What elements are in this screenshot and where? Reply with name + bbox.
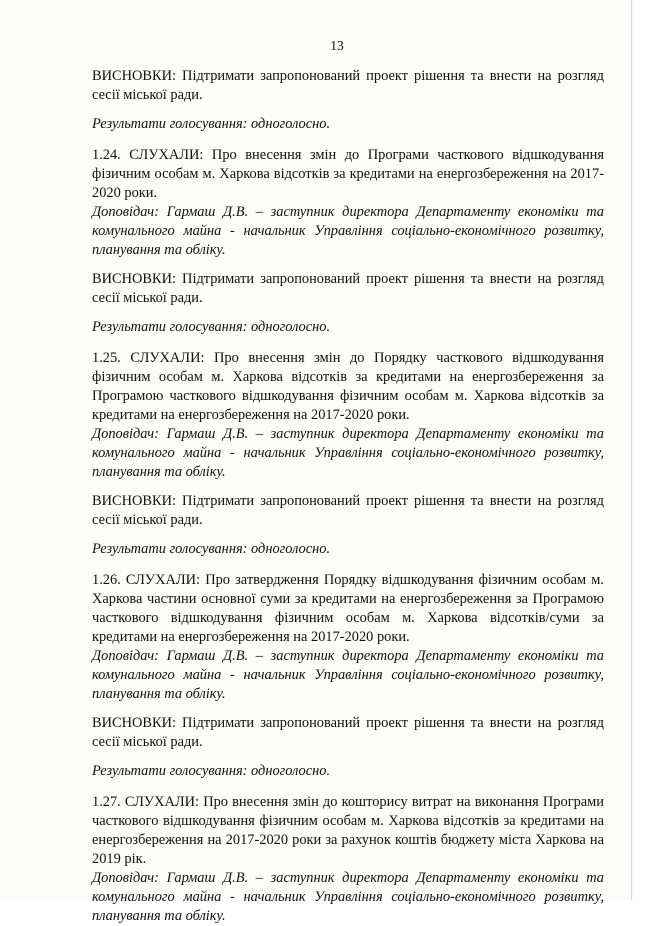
conclusions-text: ВИСНОВКИ: Підтримати запропонований проект рішення та внести на розгляд сесії міської ради. bbox=[92, 271, 604, 306]
page-edge-shadow bbox=[631, 0, 632, 900]
speaker-text: Доповідач: Гармаш Д.В. – заступник директора Департаменту економіки та комунального майна - начальник Управління соціально-економічного розвитку, планування та обліку. bbox=[92, 648, 604, 702]
heard-item-1-27: 1.27. СЛУХАЛИ: Про внесення змін до кошторису витрат на виконання Програми часткового відшкодування фізичним особам м. Харкова відсотків за кредитами на енергозбереження на 2017-2020 роки за рахунок коштів бюджету міста Харкова на 2019 рік. bbox=[92, 794, 604, 867]
speaker-text: Доповідач: Гармаш Д.В. – заступник директора Департаменту економіки та комунального майна - начальник Управління соціально-економічного розвитку, планування та обліку. bbox=[92, 204, 604, 258]
conclusions-text: ВИСНОВКИ: Підтримати запропонований проект рішення та внести на розгляд сесії міської ради. bbox=[92, 68, 604, 103]
conclusions-text: ВИСНОВКИ: Підтримати запропонований проект рішення та внести на розгляд сесії міської ради. bbox=[92, 493, 604, 528]
document-body bbox=[92, 67, 604, 926]
page-number: 13 bbox=[330, 38, 344, 53]
speaker-text: Доповідач: Гармаш Д.В. – заступник директора Департаменту економіки та комунального майна - начальник Управління соціально-економічного розвитку, планування та обліку. bbox=[92, 870, 604, 924]
vote-result: Результати голосування: одноголосно. bbox=[92, 319, 331, 335]
heard-item-1-26: 1.26. СЛУХАЛИ: Про затвердження Порядку відшкодування фізичним особам м. Харкова частини основної суми за кредитами на енергозбереження за Програмою часткового відшкодування фізичним особам м. Харкова відсотків/суми за кредитами на енергозбереження на 2017-2020 роки. bbox=[92, 572, 604, 645]
conclusions-text: ВИСНОВКИ: Підтримати запропонований проект рішення та внести на розгляд сесії міської ради. bbox=[92, 715, 604, 750]
heard-item-1-25: 1.25. СЛУХАЛИ: Про внесення змін до Порядку часткового відшкодування фізичним особам м. Харкова відсотків за кредитами на енергозбереження за Програмою часткового відшкодування фізичним особам м. Харкова відсотків за кредитами на енергозбереження на 2017-2020 роки. bbox=[92, 350, 604, 423]
vote-result: Результати голосування: одноголосно. bbox=[92, 116, 331, 132]
speaker-text: Доповідач: Гармаш Д.В. – заступник директора Департаменту економіки та комунального майна - начальник Управління соціально-економічного розвитку, планування та обліку. bbox=[92, 426, 604, 480]
vote-result: Результати голосування: одноголосно. bbox=[92, 763, 331, 779]
heard-item-1-24: 1.24. СЛУХАЛИ: Про внесення змін до Програми часткового відшкодування фізичним особам м. Харкова відсотків за кредитами на енергозбереження на 2017-2020 роки. bbox=[92, 147, 604, 201]
vote-result: Результати голосування: одноголосно. bbox=[92, 541, 331, 557]
